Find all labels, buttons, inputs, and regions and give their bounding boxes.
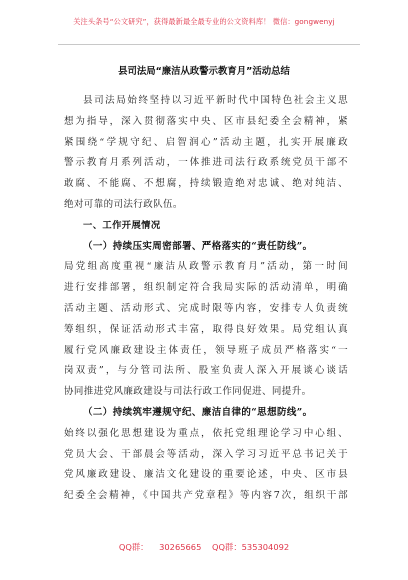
body-line: 想为指导，深入贯彻落实中央、区市县纪委全会精神，紧 <box>64 115 348 127</box>
body-line: 局党组高度重视“廉洁从政警示教育月”活动，第一时间 <box>64 261 348 273</box>
section-heading: 一、工作开展情况 <box>83 219 161 231</box>
document-title: 县司法局“廉洁从政警示教育月”活动总结 <box>118 66 290 77</box>
body-line: 纪委全会精神，《中国共产党章程》等内容7次，组织干部 <box>64 490 348 502</box>
body-line: 协同推进党风廉政建设与司法行政工作同促进、同提升。 <box>64 386 312 398</box>
header-promo-note: 关注头条号“公文研究”，获得最新最全最专业的公文资料库！ 微信：gongwenyj <box>73 17 335 26</box>
body-line: 岗双责”，与分管司法所、股室负责人深入开展谈心谈话 <box>64 365 348 377</box>
body-line: 紧围绕“学规守纪、启智润心”活动主题，扎实开展廉政 <box>64 136 348 148</box>
body-line: 进行安排部署，组织制定符合我局实际的活动清单，明确 <box>64 282 348 294</box>
body-line: 活动主题、活动形式、完成时限等内容，安排专人负责统 <box>64 302 348 314</box>
body-line: 筹组织，保证活动形式丰富，取得良好效果。局党组认真 <box>64 323 348 335</box>
body-line: 敢腐、不能腐、不想腐，持续锻造绝对忠诚、绝对纯洁、 <box>64 178 348 190</box>
body-line: 履行党风廉政建设主体责任，领导班子成员严格落实“一 <box>64 344 348 356</box>
header-divider <box>58 44 360 45</box>
document-body <box>64 91 348 507</box>
body-line: 绝对可靠的司法行政队伍。 <box>64 198 183 210</box>
body-line: 党员大会、干部晨会等活动，深入学习习近平总书记关于 <box>64 448 348 460</box>
footer-qq-groups: QQ群： 30265665 QQ群：535304092 <box>118 542 290 552</box>
body-line: 党风廉政建设、廉洁文化建设的重要论述，中央、区市县 <box>64 469 348 481</box>
subsection-heading: （二）持续筑牢遵规守纪、廉洁自律的“思想防线”。 <box>83 406 313 418</box>
body-line: 县司法局始终坚持以习近平新时代中国特色社会主义思 <box>83 95 348 106</box>
body-line: 警示教育月系列活动，一体推进司法行政系统党员干部不 <box>64 157 348 169</box>
subsection-heading: （一）持续压实周密部署、严格落实的“责任防线”。 <box>83 240 313 252</box>
body-line: 始终以强化思想建设为重点，依托党组理论学习中心组、 <box>64 427 348 439</box>
